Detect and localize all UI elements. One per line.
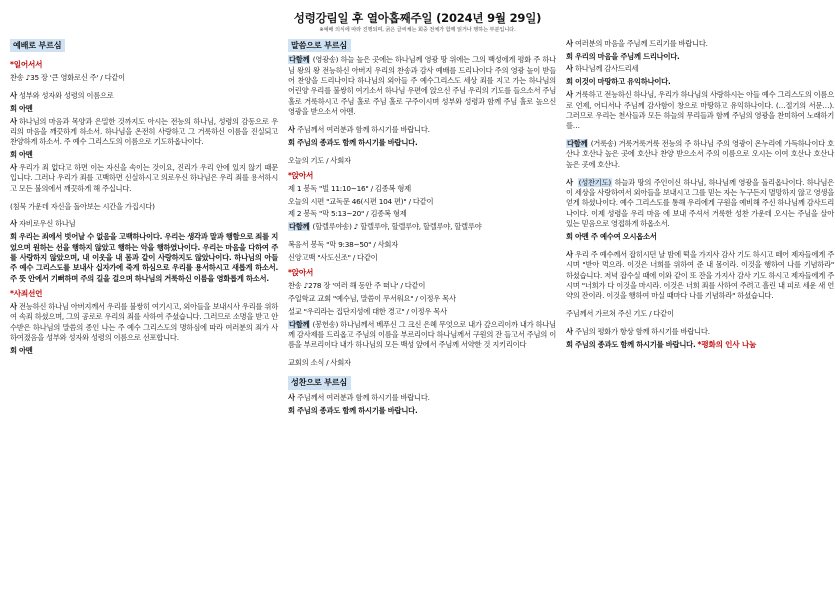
alleluia-subtitle: (할렐루야송) xyxy=(312,222,352,232)
responsive-text: 거룩하고 전능하신 하나님, 우리가 하나님의 사랑하시는 아들 예수 그리스도의 이름으로 언제, 어디서나 주님께 감사함이 창으로 마땅하고 유익하나이다. (…절기의 서문…). 그러므로 우리는 천사들과 모든 하늘의 무리들과 함께 주님의 영광을 찬미하여 노래하기를… xyxy=(566,90,834,131)
first-reading: 제 1 봉독 "빌 11:10~16" / 김종복 형제 xyxy=(288,183,411,193)
responsive-line-4 xyxy=(10,150,278,160)
responsive-text: 자비로우신 하나님 xyxy=(19,219,76,229)
responsive-line-9 xyxy=(10,346,278,356)
speaker-label: 회 xyxy=(566,51,573,61)
speaker-label: 사 xyxy=(288,124,295,134)
gloria-subtitle: (영광송) xyxy=(312,55,339,65)
columns-container xyxy=(10,38,835,419)
responsive-line-13 xyxy=(288,406,556,416)
silence-instruction: (침묵 가운데 자신을 돌아보는 시간을 가집시다) xyxy=(10,201,155,211)
speaker-label: 회 xyxy=(10,232,17,242)
responsive-text: 주님의 종과도 함께 하시기를 바랍니다. xyxy=(297,405,418,415)
sanctus-subtitle: (거룩송) xyxy=(590,139,617,149)
announcements-line: 교회의 소식 / 사회자 xyxy=(288,358,351,368)
responsive-text: 전능하신 하나님 아버지께서 우리를 불쌍히 여기시고, 외아들을 보내시사 우리를 위하여 속죄 하셨으며, 그의 공로로 우리의 죄를 사하여 주셨습니다. 그러므로 소명을 받고 안수받은 하나님의 말씀의 종인 나는 주 예수 그리스도의 명하심에 따라 여러분의 죄가 사하여졌음을 성부와 성자와 성령의 이름으로 선포합니다. xyxy=(10,301,278,342)
speaker-label: 사 xyxy=(10,116,17,126)
prayer-of-the-day: 오늘의 기도 / 사회자 xyxy=(288,155,351,165)
offertory-subtitle: (봉헌송) xyxy=(312,319,339,329)
responsive-line-3 xyxy=(10,117,278,148)
responsive-line-10 xyxy=(288,125,556,135)
responsive-line-7 xyxy=(10,232,278,284)
speaker-label: 사 xyxy=(566,90,573,100)
responsive-text: 하나님께 감사드리세 xyxy=(575,64,639,74)
speaker-label: 사 xyxy=(288,392,295,402)
creed-line: 신앙고백 "사도신조" / 다같이 xyxy=(288,253,378,262)
responsive-text: 아멘 xyxy=(19,345,33,355)
responsive-text: 주님께서 여러분과 함께 하시기를 바랍니다. xyxy=(297,124,430,134)
responsive-text: 성부와 성자와 성령의 이름으로 xyxy=(19,90,114,100)
hymn-line-1: 찬송 ♪35 장 '큰 영화로신 주' / 다같이 xyxy=(10,72,125,82)
speaker-label: 회 xyxy=(10,103,17,113)
psalm-reading: 오늘의 시편 "교독문 46(시편 104 편)" / 다같이 xyxy=(288,196,434,206)
responsive-text: 아멘 주 예수여 오시옵소서 xyxy=(575,231,657,241)
hymn-line-2: 찬송 ♪278 장 '여러 해 동안 주 떠나' / 다같이 xyxy=(288,281,426,291)
speaker-label: 사 xyxy=(10,162,17,172)
speaker-label: 사 xyxy=(566,38,573,48)
speaker-label: 사 xyxy=(566,177,573,187)
responsive-text: 주님의 평화가 항상 함께 하시기를 바랍니다. xyxy=(575,326,710,336)
rubric-sit-1: *앉아서 xyxy=(288,170,314,180)
communion-prayer-line xyxy=(566,178,834,230)
responsive-text: 아멘 xyxy=(19,103,33,113)
gloria-line xyxy=(288,55,556,117)
congregation-label: 다함께 xyxy=(289,55,310,65)
responsive-text: 주님의 종과도 함께 하시기를 바랍니다. xyxy=(297,137,418,147)
responsive-text: 아멘 xyxy=(19,150,33,160)
responsive-text: 하나님의 마음과 목양과 은밀한 것까지도 아시는 전능의 하나님, 성령의 감동으로 우리의 마음을 깨끗하게 하소서. 하나님을 온전히 사랑하고 그 거룩하신 이름을 진실되고 찬양하게 하소서. 주 예수 그리스도의 이름으로 기도하옵나이다. xyxy=(10,116,278,147)
speaker-label: 회 xyxy=(288,405,295,415)
congregation-label: 다함께 xyxy=(567,139,588,149)
congregation-label: 다함께 xyxy=(289,319,310,329)
responsive-line-12 xyxy=(288,393,556,403)
offertory-line xyxy=(288,320,556,351)
speaker-label: 회 xyxy=(288,137,295,147)
responsive-line-1 xyxy=(10,91,278,101)
speaker-label: 사 xyxy=(10,90,17,100)
responsive-line-17 xyxy=(566,77,834,87)
column-one xyxy=(10,39,278,359)
responsive-text: 우리가 죄 없다고 하면 이는 자신을 속이는 것이요, 진리가 우리 안에 있지 않기 때문입니다. 그러나 우리가 죄를 고백하면 신실하시고 의로우신 하나님은 우리 죄를 용서하시고 모든 불의에서 깨끗하게 해 주십니다. xyxy=(10,162,278,193)
second-reading: 제 2 봉독 "막 5:13~20" / 김종복 형제 xyxy=(288,209,407,219)
page-title: 성령강림일 후 열아홉째주일 (2024년 9월 29일) xyxy=(293,11,542,25)
responsive-text: 주님께서 여러분과 함께 하시기를 바랍니다. xyxy=(297,392,430,402)
lords-prayer-line: 주님께서 가르쳐 주신 기도 / 다같이 xyxy=(566,309,674,319)
responsive-text: 이것이 마땅하고 유익하나이다. xyxy=(575,77,671,87)
communion-prayer-text: 하늘과 땅의 주인이신 하나님, 하나님께 영광을 돌리옵나이다. 하나님은 이 세상을 사랑하여서 외아들을 보내시고 그를 믿는 자는 누구든지 멸망하지 않고 영생을 얻게 하셨나이다. 예수 그리스도를 통해 우리에게 구원을 예비해 주신 하나님께 감사드리나이다. 이제 성령을 우리 마음 에 보내 주셔서 거룩한 성찬 가운데 오시는 주님을 살아 있는 믿음으로 영접하게 하옵소서. xyxy=(566,177,834,229)
words-of-institution xyxy=(566,250,834,302)
responsive-text: 우리 주 예수께서 잡히시던 날 밤에 떡을 가지사 감사 기도 하시고 떼어 제자들에게 주시며 "받아 먹으라. 이것은 너희를 위하여 준 내 몸이라. 이것을 행하여 나를 기념하라" 하셨습니다. 저녁 잡수실 때에 이와 같이 또 잔을 가지사 감사 기도 하시고 제자들에게 주시며 "너희가 다 이것을 마시라. 이것은 너희 죄를 사하여 주려고 흘린 내 피로 세운 새 언약의 잔이라. 이것을 행하여 마실 때마다 나를 기념하라" 하셨습니다. xyxy=(566,249,834,301)
responsive-text: 주님의 종과도 함께 하시기를 바랍니다. xyxy=(575,339,696,349)
gospel-reading: 복음서 봉독 "막 9:38~50" / 사회자 xyxy=(288,240,398,250)
rubric-stand-1: *일어서서 xyxy=(10,60,43,70)
responsive-line-6 xyxy=(10,219,278,229)
speaker-label: 회 xyxy=(566,231,573,241)
column-two xyxy=(288,39,556,419)
sanctus-line xyxy=(566,139,834,170)
responsive-text: 우리의 마음을 주님께 드리나이다. xyxy=(575,51,680,61)
responsive-line-8 xyxy=(10,302,278,343)
page-subtitle: ※예배 의식에 따라 진행되며, 굵은 글씨체는 회중 전체가 함께 읽거나 행하는 부분입니다. xyxy=(319,27,516,34)
section-heading-communion: 성찬으로 부르심 xyxy=(288,376,351,389)
responsive-line-15 xyxy=(566,52,834,62)
speaker-label: 사 xyxy=(10,301,17,311)
responsive-line-2 xyxy=(10,104,278,114)
responsive-line-21 xyxy=(566,340,834,351)
offertory-text: 하나님께서 베푸신 그 크신 은혜 무엇으로 내가 갚으리이까 내가 하나님께 감사제를 드리옵고 주님의 이름을 부르리이다 하나님께서 구원의 잔 들고서 주님의 이름을 부르리이다 내가 하나님의 모든 백성 앞에서 주님께 서약한 것 지키리이다 xyxy=(288,319,556,350)
speaker-label: 사 xyxy=(566,249,573,259)
sermon-line: 설교 "우리라는 집단지성에 대한 경고" / 이정우 목사 xyxy=(288,306,447,316)
gloria-text: 하늘 높은 곳에는 하나님께 영광 땅 위에는 그의 백성에게 평화 주 하나님 왕의 왕 전능하신 아버지 우리의 찬송과 감사 예배를 드리나이다 주의 영광 높이 받들어 찬양을 드리나이다 하나님의 외아들 주 예수그리스도 세상 죄를 지고 가는 하나님의 어린양 우리를 불쌍히 여기소서 하나님 우편에 앉으신 주님 우리의 기도를 들으소서 주님 홀로 거룩하시고 주님 홀로 주님 홀로 구주이시며 성부와 성령과 함께 주님 홀로 높으신 영광을 받으소서 아멘. xyxy=(288,55,556,116)
speaker-label: 회 xyxy=(10,345,17,355)
speaker-label: 회 xyxy=(10,150,17,160)
speaker-label: 사 xyxy=(10,219,17,229)
rubric-absolution: *사죄선언 xyxy=(10,289,43,299)
responsive-line-5 xyxy=(10,163,278,194)
congregation-label: 다함께 xyxy=(289,222,310,232)
speaker-label: 회 xyxy=(566,339,573,349)
responsive-line-16 xyxy=(566,64,834,74)
responsive-line-11 xyxy=(288,138,556,148)
responsive-text: 우리는 죄에서 벗어날 수 없음을 고백하나이다. 우리는 생각과 말과 행함으로 죄를 지었으며 원하는 선을 행하지 않았고 행하는 악을 행하였나이다. 우리는 마음을 다하여 주를 사랑하지 않았으며, 내 이웃을 내 몸과 같이 사랑하지도 않았나이다. 하나님의 아들 주 예수 그리스도를 보내사 십자가에 죽게 하심으로 우리를 용서하시고 새롭게 하소서. 주 뜻 안에서 기뻐하며 주의 길을 걸으며 하나님의 거룩하신 이름을 영화롭게 하소서. xyxy=(10,232,278,283)
responsive-text: 여러분의 마음을 주님께 드리기를 바랍니다. xyxy=(575,38,708,48)
section-heading-word: 말씀으로 부르심 xyxy=(288,39,351,52)
childrens-sermon: 주일학교 교회 "예수님, 말씀이 무서워요" / 이정우 목사 xyxy=(288,294,456,303)
speaker-label: 회 xyxy=(566,77,573,87)
responsive-line-18 xyxy=(566,90,834,131)
section-heading-call-to-worship: 예배로 부르심 xyxy=(10,39,65,52)
communion-prayer-subtitle: (성찬기도) xyxy=(578,177,611,187)
responsive-line-19 xyxy=(566,232,834,242)
sanctus-text: 거룩거룩거룩 전능의 주 하나님 주의 영광이 온누리에 가득하나이다 호산나 호산나 높은 곳에 호산나 찬양 받으소서 주의 이름으로 오시는 이여 호산나 호산나 높은 곳에 호산나. xyxy=(566,139,835,169)
alleluia-text: ♪ 할렐루야, 할렐루야, 할렐루야, 할렐루야 xyxy=(353,222,482,232)
speaker-label: 사 xyxy=(566,64,573,74)
responsive-line-20 xyxy=(566,327,834,337)
alleluia-line xyxy=(288,222,556,232)
speaker-label: 사 xyxy=(566,326,573,336)
responsive-line-14 xyxy=(566,39,834,49)
column-three xyxy=(566,39,834,353)
rubric-peace: *평화의 인사 나눔 xyxy=(697,339,757,349)
rubric-sit-2: *앉아서 xyxy=(288,268,314,278)
